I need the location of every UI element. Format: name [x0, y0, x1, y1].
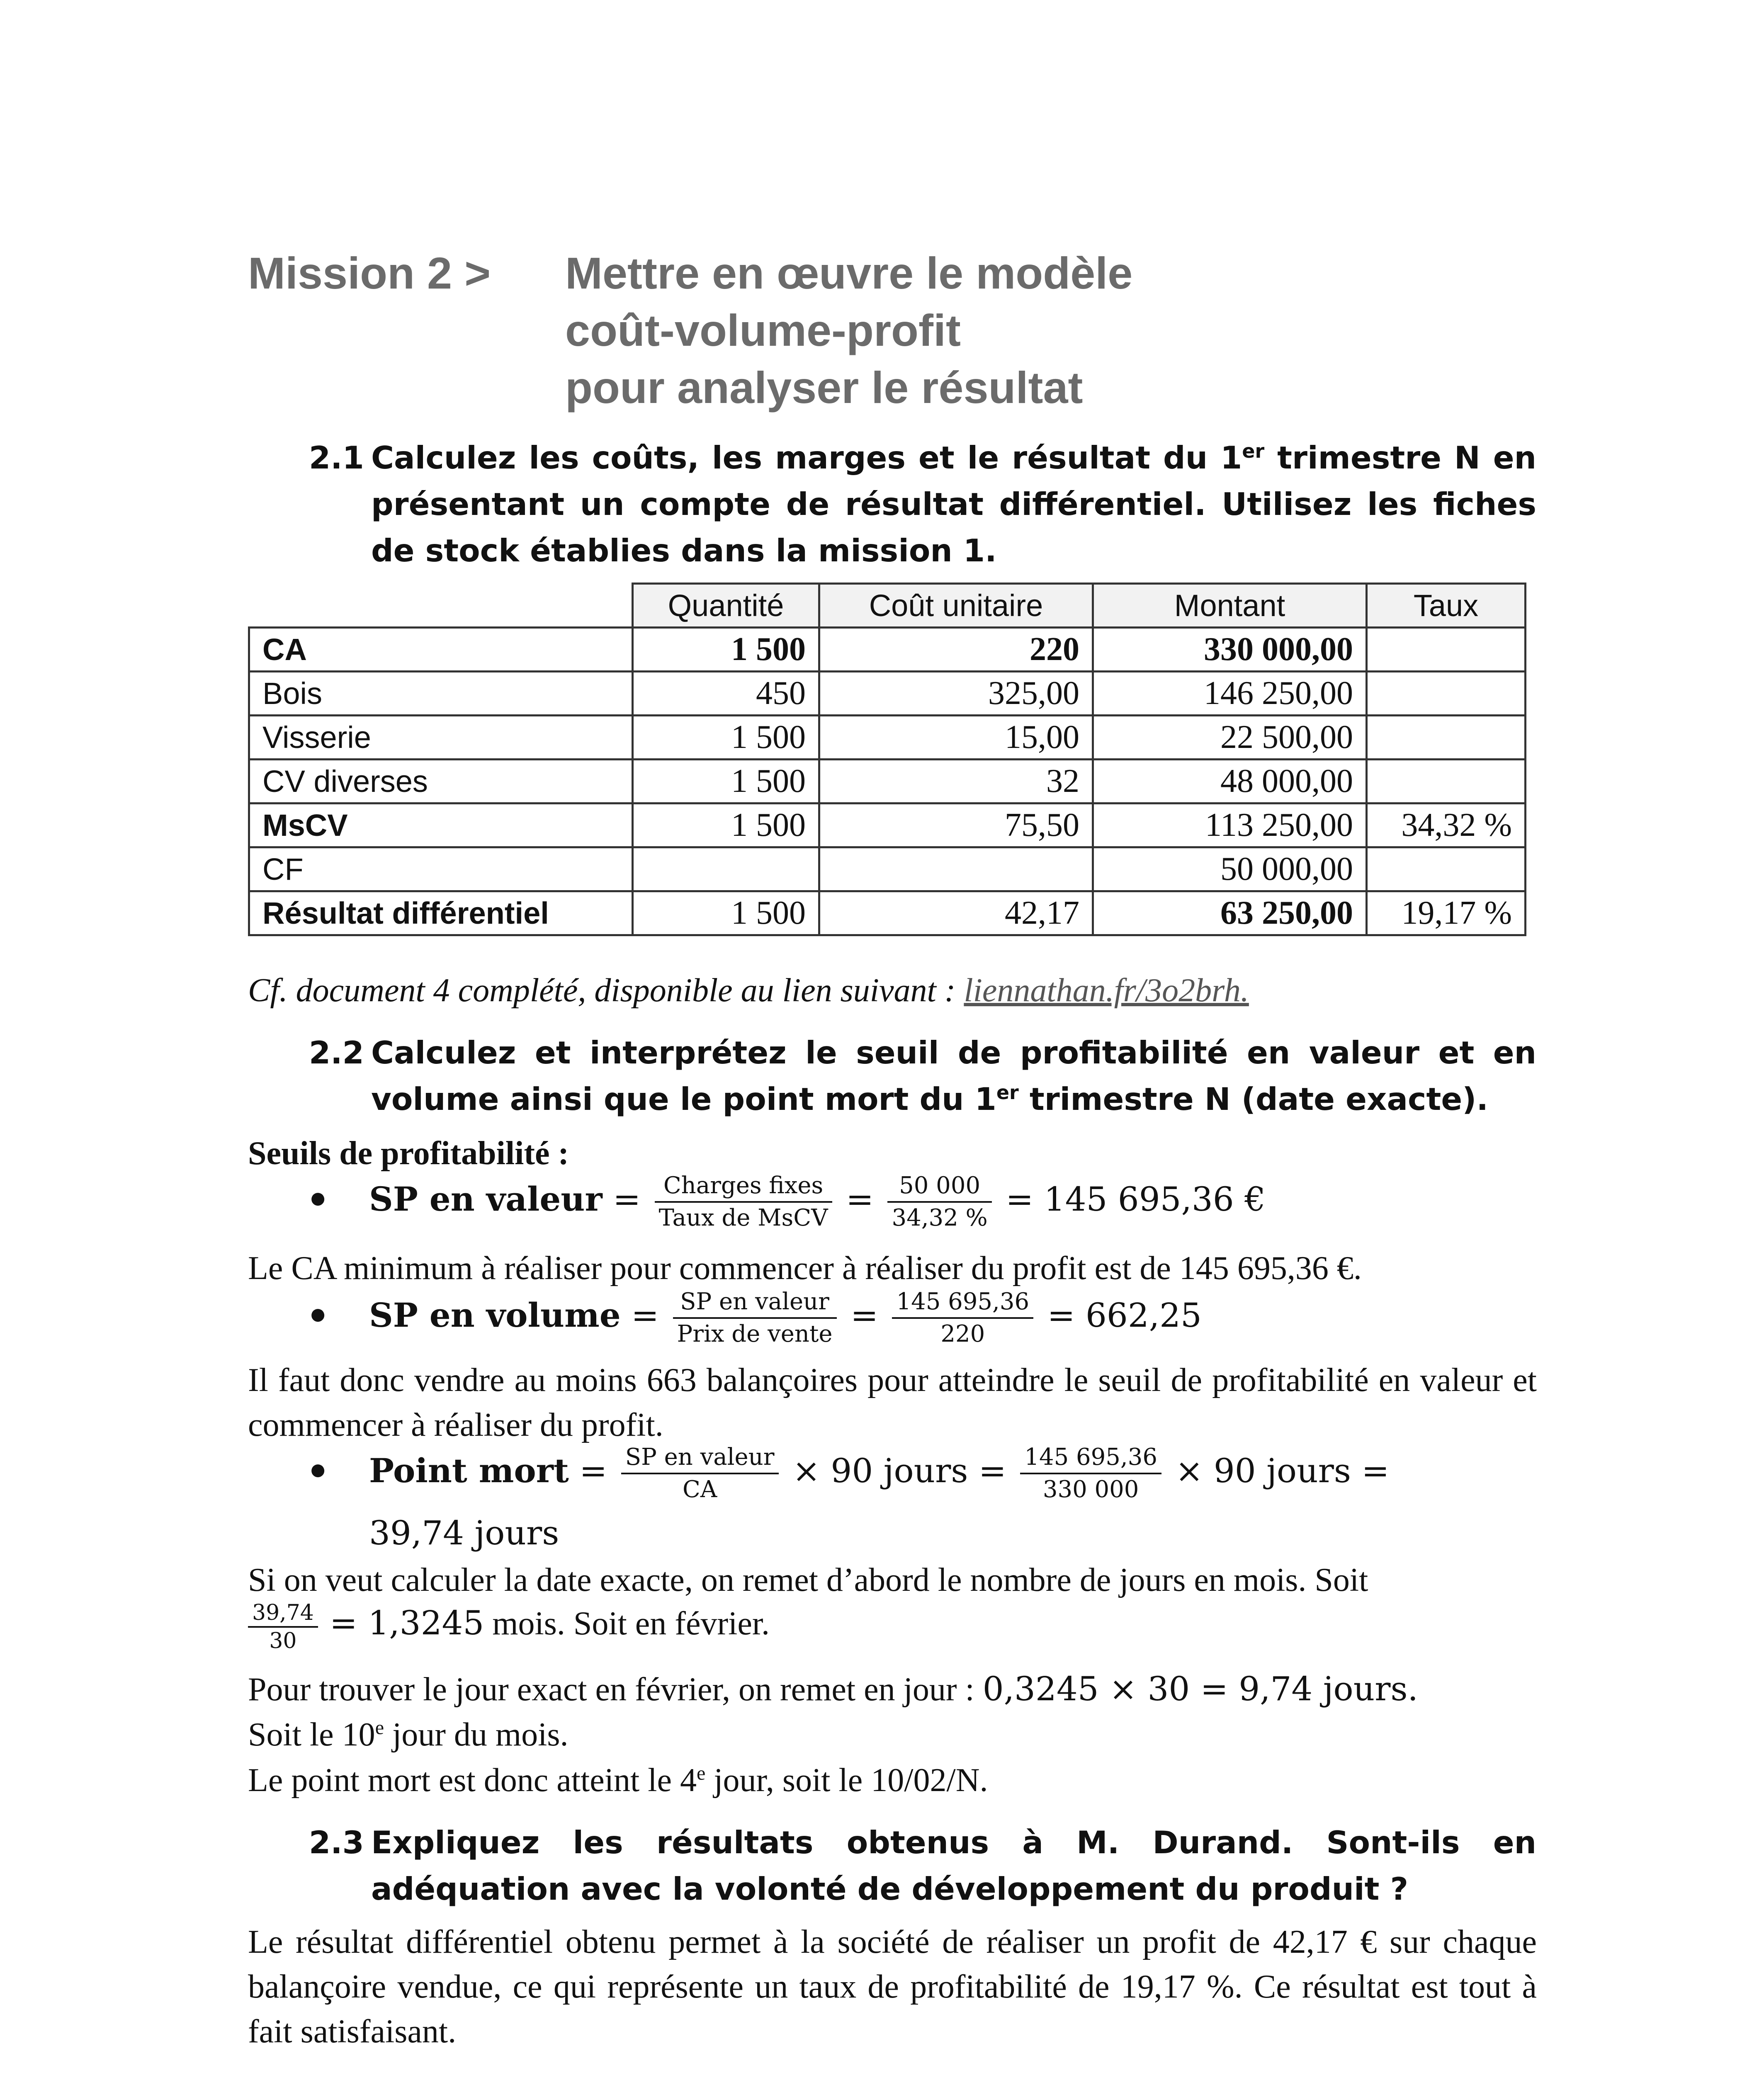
fraction-numerator: 145 695,36 [892, 1287, 1033, 1319]
formula-result: = 662,25 [1047, 1296, 1202, 1335]
fraction [248, 1600, 318, 1654]
equals-sign: = [846, 1180, 874, 1219]
cell-rate [1367, 628, 1526, 672]
superscript: er [1242, 440, 1265, 462]
fraction [621, 1442, 779, 1505]
sp-volume-explanation: Il faut donc vendre au moins 663 balançoires pour atteindre le seuil de profitabilité en valeur et commencer à réaliser du profit. [248, 1362, 1537, 1443]
fraction [1020, 1442, 1161, 1505]
cell-quantity [633, 847, 819, 891]
column-header: Quantité [633, 584, 819, 628]
math-value: 0,3245 × 30 = 9,74 jours. [982, 1670, 1418, 1708]
table-row [249, 672, 1526, 716]
table-row [249, 628, 1526, 672]
cell-amount: 63 250,00 [1093, 891, 1367, 935]
table-header-row [249, 584, 1526, 628]
question-2-1 [309, 435, 1536, 574]
fraction [892, 1287, 1033, 1350]
mission-title-line: pour analyser le résultat [565, 362, 1083, 413]
text-part: Le point mort est donc atteint le 4 [248, 1762, 697, 1799]
fraction-denominator: 220 [940, 1321, 985, 1347]
fraction-numerator: SP en valeur [673, 1287, 837, 1319]
text-part: jour, soit le 10/02/N. [705, 1762, 988, 1799]
cf-note-text: Cf. document 4 complété, disponible au lien suivant : [248, 972, 964, 1009]
table-row [249, 716, 1526, 760]
cell-rate: 34,32 % [1367, 803, 1526, 847]
formula-label: SP en valeur [369, 1180, 603, 1219]
formula-label: Point mort [369, 1451, 569, 1490]
cell-unit-cost: 75,50 [819, 803, 1093, 847]
cell-rate [1367, 672, 1526, 716]
cell-quantity: 450 [633, 672, 819, 716]
cell-unit-cost [819, 847, 1093, 891]
column-header: Taux [1367, 584, 1526, 628]
fraction-numerator: 145 695,36 [1020, 1442, 1161, 1474]
cell-unit-cost: 32 [819, 760, 1093, 803]
equals-sign: = [613, 1180, 641, 1219]
fraction-denominator: 30 [269, 1628, 297, 1653]
cell-unit-cost: 220 [819, 628, 1093, 672]
column-header: Coût unitaire [819, 584, 1093, 628]
fraction-numerator: 39,74 [248, 1600, 318, 1628]
fraction [887, 1170, 991, 1233]
equals-sign: = [850, 1296, 879, 1335]
question-text [371, 435, 1536, 574]
row-label: Résultat différentiel [249, 891, 633, 935]
superscript: e [696, 1762, 706, 1784]
cell-quantity: 1 500 [633, 716, 819, 760]
fraction [673, 1287, 837, 1350]
cell-unit-cost: 325,00 [819, 672, 1093, 716]
sp-volume-formula [369, 1282, 1202, 1350]
row-label: CV diverses [249, 760, 633, 803]
question-text [371, 1029, 1536, 1122]
document-link[interactable]: liennathan.fr/3o2brh. [964, 972, 1249, 1009]
row-label: CA [249, 628, 633, 672]
superscript: er [996, 1081, 1019, 1104]
row-label: Bois [249, 672, 633, 716]
mission-title-line: Mettre en œuvre le modèle [565, 248, 1133, 298]
table-corner [249, 584, 633, 628]
question-text-part: trimestre N (date exacte). [1018, 1081, 1488, 1117]
question-text-part: Calculez les coûts, les marges et le résultat du 1 [371, 439, 1242, 476]
equals-sign: = [631, 1296, 659, 1335]
question-text-part: Calculez et interprétez le seuil de profitabilité en valeur et en volume ainsi que le point mort du 1 [371, 1034, 1536, 1117]
question-2-2 [309, 1029, 1536, 1122]
fraction-numerator: Charges fixes [655, 1170, 832, 1203]
text-part: jour du mois. [384, 1716, 569, 1753]
cell-quantity: 1 500 [633, 760, 819, 803]
formula-operator: × 90 jours = [792, 1452, 1006, 1490]
sp-valeur-explanation: Le CA minimum à réaliser pour commencer à réaliser du profit est de 145 695,36 €. [248, 1250, 1362, 1287]
cell-rate [1367, 716, 1526, 760]
cell-rate [1367, 760, 1526, 803]
formula-operator: × 90 jours = [1175, 1452, 1390, 1490]
point-mort-formula [369, 1437, 1389, 1505]
cell-rate: 19,17 % [1367, 891, 1526, 935]
text-part: Soit le 10 [248, 1716, 375, 1753]
cell-amount: 50 000,00 [1093, 847, 1367, 891]
cell-unit-cost: 15,00 [819, 716, 1093, 760]
fraction-numerator: 50 000 [887, 1170, 991, 1203]
question-2-3 [309, 1819, 1536, 1912]
text-part: Pour trouver le jour exact en février, on remet en jour : [248, 1671, 983, 1708]
question-number: 2.2 [309, 1034, 364, 1071]
question-number: 2.3 [309, 1824, 364, 1861]
question-text-part: trimestre N en présentant un compte de résultat différentiel. Utilisez les fiches de stock établies dans la mission 1. [371, 439, 1536, 569]
fraction-numerator: SP en valeur [621, 1442, 779, 1474]
fraction-denominator: 34,32 % [892, 1204, 988, 1231]
cell-amount: 22 500,00 [1093, 716, 1367, 760]
mission-label: Mission 2 > [248, 248, 491, 298]
row-label: Visserie [249, 716, 633, 760]
question-text: Expliquez les résultats obtenus à M. Durand. Sont-ils en adéquation avec la volonté de développement du produit ? [371, 1824, 1536, 1907]
fraction [655, 1170, 832, 1233]
question-number: 2.1 [309, 439, 364, 476]
cell-amount: 48 000,00 [1093, 760, 1367, 803]
cf-note [248, 968, 1249, 1013]
fraction-denominator: Taux de MsCV [658, 1204, 828, 1231]
date-calc-line-3 [248, 1667, 1418, 1712]
table-row [249, 803, 1526, 847]
superscript: e [375, 1716, 384, 1739]
conclusion-paragraph: Le résultat différentiel obtenu permet à la société de réaliser un profit de 42,17 € sur chaque balançoire vendue, ce qui représente un taux de profitabilité de 19,17 %. Ce résultat est tout à fait satisfaisant. [248, 1924, 1537, 2050]
seuils-heading: Seuils de profitabilité : [248, 1135, 569, 1172]
equals-sign: = [579, 1452, 607, 1490]
bullet-icon: ● [309, 1297, 327, 1330]
table-row [249, 760, 1526, 803]
formula-result: = 145 695,36 € [1006, 1180, 1266, 1219]
row-label: CF [249, 847, 633, 891]
text-part: mois. Soit en février. [484, 1605, 770, 1642]
cell-amount: 113 250,00 [1093, 803, 1367, 847]
table-row [249, 891, 1526, 935]
cell-amount: 330 000,00 [1093, 628, 1367, 672]
point-mort-result: 39,74 jours [369, 1514, 559, 1552]
date-calc-line-5 [248, 1758, 988, 1803]
sp-valeur-formula [369, 1166, 1266, 1233]
date-calc-line-1: Si on veut calculer la date exacte, on remet d’abord le nombre de jours en mois. Soit [248, 1562, 1368, 1598]
cell-unit-cost: 42,17 [819, 891, 1093, 935]
column-header: Montant [1093, 584, 1367, 628]
date-calc-line-2 [248, 1596, 770, 1654]
fraction-denominator: Prix de vente [677, 1321, 833, 1347]
cell-quantity: 1 500 [633, 803, 819, 847]
cell-quantity: 1 500 [633, 891, 819, 935]
math-value: = 1,3245 [329, 1604, 484, 1642]
date-calc-line-4 [248, 1712, 568, 1757]
mission-title-line: coût-volume-profit [565, 305, 961, 355]
formula-label: SP en volume [369, 1296, 621, 1335]
row-label: MsCV [249, 803, 633, 847]
differential-income-table [248, 583, 1526, 936]
fraction-denominator: CA [682, 1476, 717, 1503]
bullet-icon: ● [309, 1453, 327, 1486]
table-row [249, 847, 1526, 891]
bullet-icon: ● [309, 1181, 327, 1214]
fraction-denominator: 330 000 [1042, 1476, 1139, 1503]
cell-amount: 146 250,00 [1093, 672, 1367, 716]
mission-title [565, 245, 1132, 416]
cell-quantity: 1 500 [633, 628, 819, 672]
cell-rate [1367, 847, 1526, 891]
